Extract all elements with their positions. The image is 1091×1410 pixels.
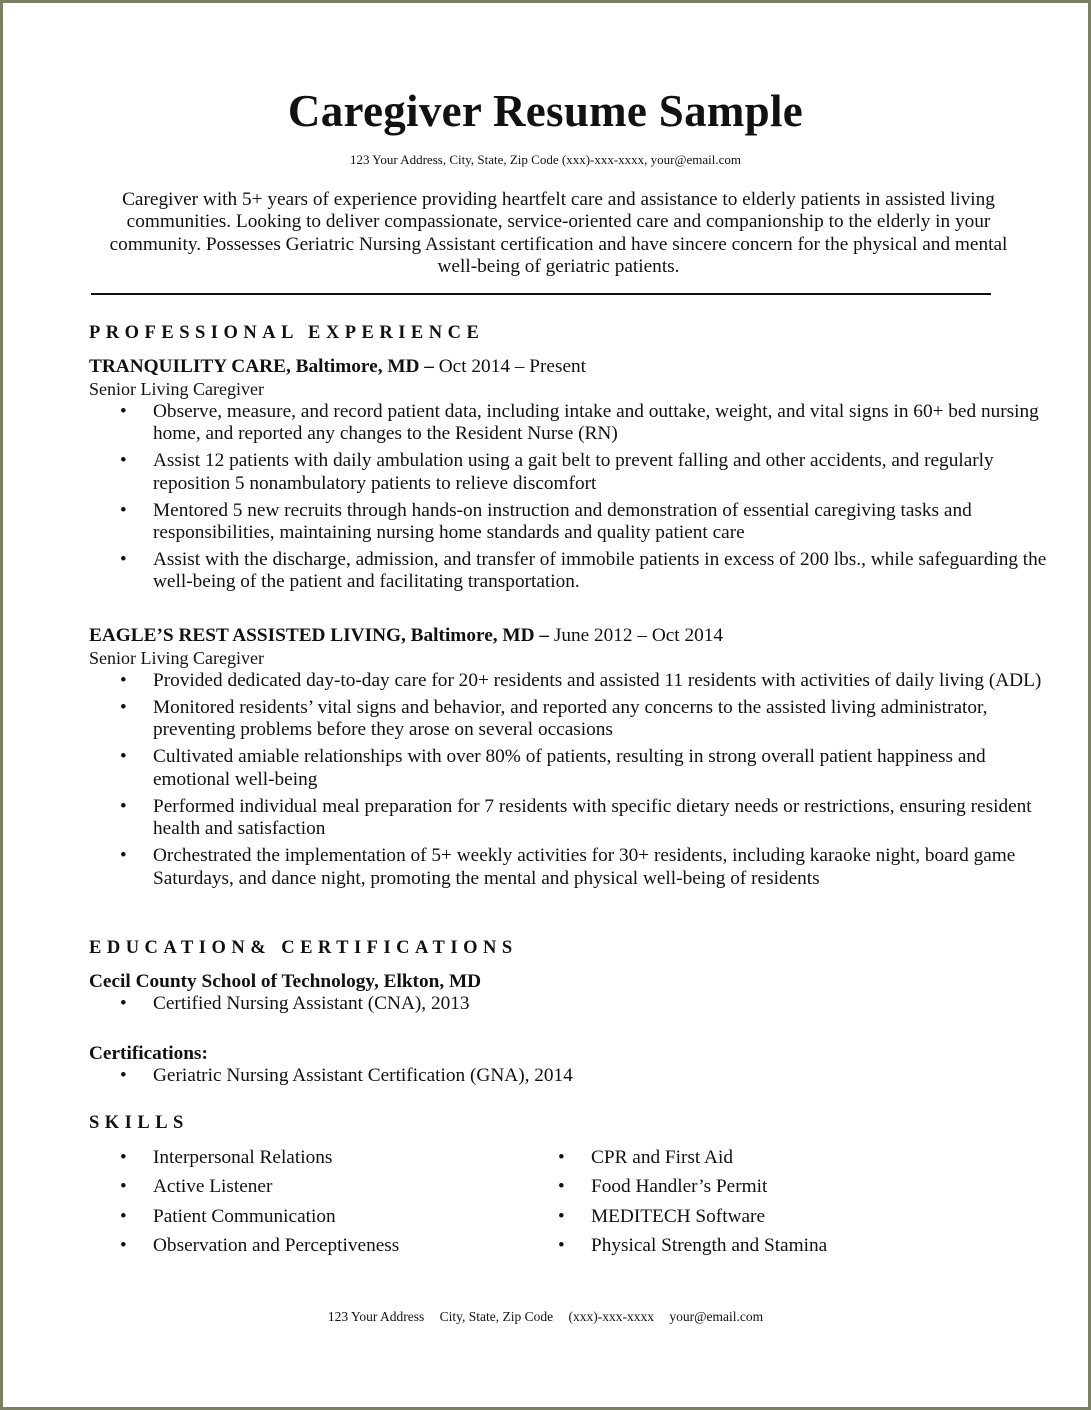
job-bullet: • Cultivated amiable relationships with over 80% of patients, resulting in strong overall patient happiness and emotional well-being — [89, 746, 1049, 791]
skill-item: • Physical Strength and Stamina — [527, 1235, 947, 1257]
school-items — [89, 993, 1049, 1015]
certifications-label: Certifications: — [89, 1043, 208, 1064]
skill-item: • Patient Communication — [89, 1206, 509, 1228]
job-bullets — [89, 670, 1049, 890]
skills-list-left — [89, 1147, 509, 1258]
footer-email: your@email.com — [669, 1309, 764, 1324]
job-employer: EAGLE’S REST ASSISTED LIVING, Baltimore, MD — [89, 625, 535, 646]
skill-item: • CPR and First Aid — [527, 1147, 947, 1169]
header-divider — [91, 293, 991, 295]
skill-item: • Food Handler’s Permit — [527, 1176, 947, 1198]
job-dash: – — [534, 625, 554, 646]
footer-phone: (xxx)-xxx-xxxx — [568, 1309, 654, 1324]
job-bullet: • Monitored residents’ vital signs and behavior, and reported any concerns to the assisted living administrator, preventing problems before they arose on several occasions — [89, 697, 1049, 742]
job-entry-1 — [89, 355, 1049, 599]
skill-item: • MEDITECH Software — [527, 1206, 947, 1228]
certifications-block — [89, 1042, 1049, 1092]
certification-items — [89, 1065, 1049, 1087]
job-dates: June 2012 – Oct 2014 — [553, 625, 724, 646]
summary-paragraph: Caregiver with 5+ years of experience providing heartfelt care and assistance to elderly patients in assisted living communities. Looking to deliver compassionate, service-oriented care and companionship to the elderly in your community. Possesses Geriatric Nursing Assistant certification and have sincere concern for the physical and mental well-being of geriatric patients. — [109, 189, 1008, 277]
job-header — [89, 355, 1049, 378]
job-title: Senior Living Caregiver — [89, 648, 264, 668]
job-bullet: • Provided dedicated day-to-day care for 20+ residents and assisted 11 residents with activities of daily living (ADL) — [89, 670, 1049, 692]
footer-city: City, State, Zip Code — [439, 1309, 554, 1324]
footer-address: 123 Your Address — [327, 1309, 425, 1324]
experience-heading: PROFESSIONAL EXPERIENCE — [89, 323, 485, 343]
skills-list-right — [527, 1147, 947, 1258]
education-block — [89, 970, 1049, 1020]
job-employer: TRANQUILITY CARE, Baltimore, MD — [89, 356, 420, 377]
job-header — [89, 624, 1049, 647]
job-bullet: • Observe, measure, and record patient data, including intake and outtake, weight, and vital signs in 60+ bed nursing home, and reported any changes to the Resident Nurse (RN) — [89, 401, 1049, 446]
job-title: Senior Living Caregiver — [89, 379, 264, 399]
job-dates: Oct 2014 – Present — [438, 356, 587, 377]
skills-left-column — [89, 1147, 509, 1265]
job-bullet: • Orchestrated the implementation of 5+ weekly activities for 30+ residents, including karaoke night, board game Saturdays, and dance night, promoting the mental and physical well-being of residents — [89, 845, 1049, 890]
resume-title: Caregiver Resume Sample — [287, 86, 804, 136]
job-bullet: • Assist 12 patients with daily ambulation using a gait belt to prevent falling and other accidents, and regularly reposition 5 nonambulatory patients to relieve discomfort — [89, 450, 1049, 495]
contact-line: 123 Your Address, City, State, Zip Code (xxx)-xxx-xxxx, your@email.com — [350, 152, 741, 167]
school-item: • Certified Nursing Assistant (CNA), 2013 — [89, 993, 1049, 1015]
job-bullet: • Mentored 5 new recruits through hands-on instruction and demonstration of essential caregiving tasks and responsibilities, maintaining nursing home standards and quality patient care — [89, 500, 1049, 545]
skill-item: • Interpersonal Relations — [89, 1147, 509, 1169]
skill-item: • Observation and Perceptiveness — [89, 1235, 509, 1257]
job-bullet: • Performed individual meal preparation for 7 residents with specific dietary needs or restrictions, ensuring resident health and satisfaction — [89, 796, 1049, 841]
footer-contact — [3, 1309, 1088, 1325]
job-dash: – — [419, 356, 439, 377]
skills-right-column — [527, 1147, 947, 1265]
education-heading: EDUCATION& CERTIFICATIONS — [89, 938, 518, 958]
job-entry-2 — [89, 624, 1049, 895]
school-name: Cecil County School of Technology, Elkton, MD — [89, 971, 482, 992]
job-bullet: • Assist with the discharge, admission, and transfer of immobile patients in excess of 200 lbs., while safeguarding the well-being of the patient and facilitating transportation. — [89, 549, 1049, 594]
skill-item: • Active Listener — [89, 1176, 509, 1198]
skills-heading: SKILLS — [89, 1113, 189, 1133]
certification-item: • Geriatric Nursing Assistant Certification (GNA), 2014 — [89, 1065, 1049, 1087]
job-bullets — [89, 401, 1049, 594]
